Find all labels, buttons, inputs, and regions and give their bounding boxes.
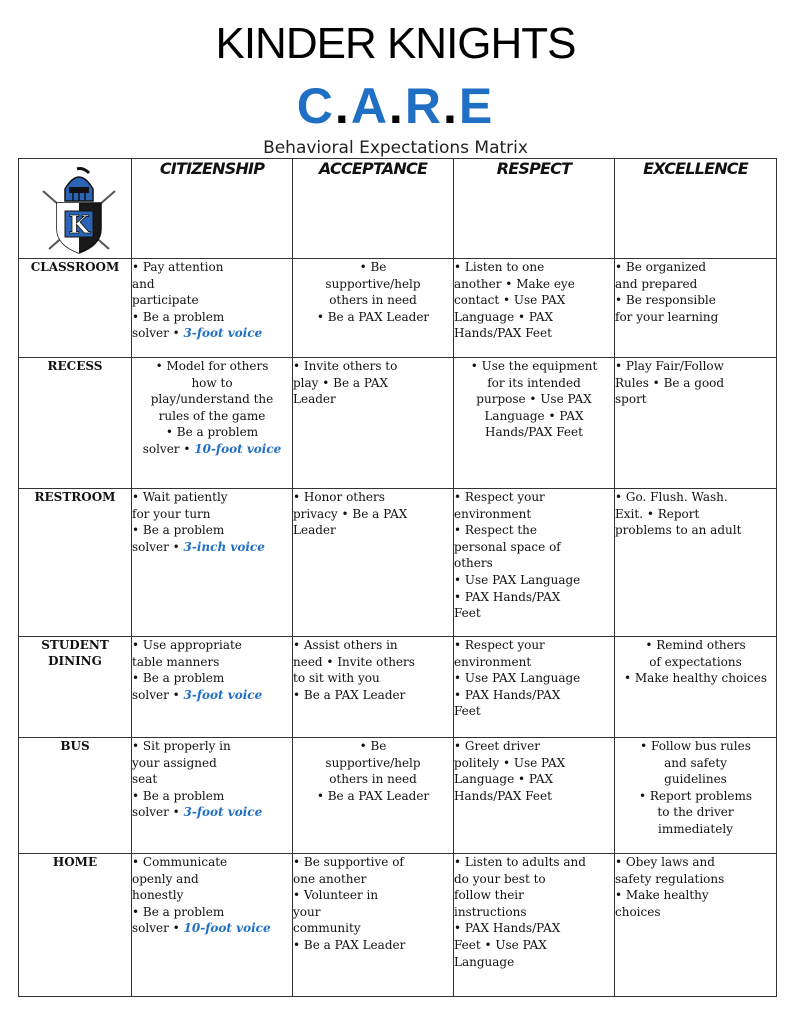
knight-shield-logo-icon	[39, 167, 119, 255]
matrix-cell	[454, 259, 615, 358]
cell-line	[454, 854, 614, 871]
cell-line	[293, 292, 453, 309]
cell-line	[293, 375, 453, 392]
cell-text: Language • PAX	[454, 772, 554, 787]
cell-line	[132, 441, 292, 458]
cell-line	[454, 391, 614, 408]
cell-line	[132, 259, 292, 276]
cell-line	[132, 887, 292, 904]
cell-text: • Assist others in	[293, 638, 398, 652]
cell-line	[454, 871, 614, 888]
row-label: CLASSROOM	[19, 259, 132, 358]
cell-line	[615, 804, 776, 821]
cell-text: • Respect your	[454, 490, 545, 504]
cell-text: play • Be a PAX	[293, 375, 389, 390]
cell-text: honestly	[132, 888, 184, 903]
cell-text: • Use PAX Language	[454, 572, 581, 587]
cell-text: • Wait patiently	[132, 490, 228, 504]
matrix-cell	[132, 738, 293, 854]
row-label: BUS	[19, 738, 132, 854]
cell-line	[454, 325, 614, 342]
row-label: RESTROOM	[19, 489, 132, 637]
matrix-cell	[132, 259, 293, 358]
cell-line	[132, 292, 292, 309]
cell-line	[454, 738, 614, 755]
cell-line	[615, 821, 776, 838]
cell-text: Hands/PAX Feet	[454, 788, 552, 803]
voice-level: 3-foot voice	[183, 805, 263, 820]
cell-text: environment	[454, 654, 532, 669]
cell-text: • PAX Hands/PAX	[454, 687, 561, 702]
care-letter-e: E	[458, 78, 495, 134]
cell-text: • Make healthy	[615, 888, 709, 903]
voice-level: 3-inch voice	[183, 539, 265, 554]
cell-text: safety regulations	[615, 871, 725, 886]
care-heading: C.A.R.E	[296, 78, 495, 134]
cell-line	[132, 522, 292, 539]
matrix-cell	[293, 259, 454, 358]
cell-text: • Model for others	[155, 359, 269, 373]
cell-line	[454, 788, 614, 805]
row-label: RECESS	[19, 358, 132, 489]
care-letter-c: C	[296, 78, 335, 134]
cell-text: solver •	[132, 687, 184, 702]
cell-text: of expectations	[649, 654, 742, 669]
matrix-cell	[293, 854, 454, 997]
cell-line	[293, 391, 453, 408]
matrix-cell	[132, 854, 293, 997]
cell-text: solver •	[132, 326, 184, 341]
cell-text: Exit. • Report	[615, 506, 700, 521]
cell-text: to the driver	[657, 805, 734, 820]
cell-text: • Obey laws and	[615, 855, 715, 869]
cell-line	[615, 276, 776, 293]
cell-text: • Follow bus rules	[640, 739, 751, 753]
matrix-cell	[615, 854, 777, 997]
cell-line	[454, 572, 614, 589]
cell-text: • PAX Hands/PAX	[454, 921, 561, 936]
cell-text: • Be a problem	[132, 788, 225, 803]
cell-text: your assigned	[132, 755, 217, 770]
row-label: STUDENT DINING	[19, 637, 132, 738]
cell-line	[615, 654, 776, 671]
cell-text: • Use appropriate	[132, 638, 242, 652]
matrix-cell	[615, 358, 777, 489]
cell-line	[454, 937, 614, 954]
cell-text: • Play Fair/Follow	[615, 359, 724, 373]
cell-text: • Be organized	[615, 260, 707, 274]
cell-line	[615, 871, 776, 888]
cell-text: • Be a PAX Leader	[316, 309, 430, 324]
behavior-matrix	[18, 158, 777, 997]
cell-line	[132, 391, 292, 408]
cell-text: Language	[454, 954, 515, 969]
cell-line	[293, 771, 453, 788]
cell-text: solver •	[132, 539, 184, 554]
cell-text: • Respect your	[454, 638, 545, 652]
cell-line	[454, 755, 614, 772]
cell-line	[454, 654, 614, 671]
matrix-row	[19, 854, 777, 997]
cell-line	[293, 738, 453, 755]
cell-line	[132, 276, 292, 293]
cell-line	[132, 755, 292, 772]
cell-line	[615, 391, 776, 408]
cell-line	[615, 755, 776, 772]
cell-line	[615, 788, 776, 805]
col-header-respect: RESPECT	[454, 159, 615, 259]
cell-line	[615, 489, 776, 506]
cell-text: play/understand the	[150, 392, 274, 407]
cell-text: • Be a problem	[165, 425, 259, 440]
care-letter-r: R	[404, 78, 443, 134]
cell-text: need • Invite others	[293, 654, 415, 669]
cell-text: others	[454, 556, 493, 571]
cell-line	[454, 687, 614, 704]
cell-text: • Greet driver	[454, 739, 540, 753]
logo-letter: K	[68, 210, 90, 239]
cell-line	[132, 637, 292, 654]
cell-text: for its intended	[487, 375, 581, 390]
cell-text: Feet • Use PAX	[454, 937, 547, 952]
cell-text: • Be a problem	[132, 671, 225, 686]
cell-line	[293, 259, 453, 276]
cell-line	[293, 522, 453, 539]
cell-text: solver •	[132, 805, 184, 820]
cell-text: seat	[132, 772, 158, 787]
logo-cell	[19, 159, 132, 259]
cell-line	[454, 555, 614, 572]
cell-text: others in need	[329, 772, 417, 787]
cell-text: • Remind others	[645, 638, 746, 652]
cell-line	[615, 309, 776, 326]
col-header-citizenship: CITIZENSHIP	[132, 159, 293, 259]
cell-text: supportive/help	[325, 755, 421, 770]
cell-text: • Listen to adults and	[454, 855, 586, 869]
cell-line	[293, 687, 453, 704]
cell-line	[615, 522, 776, 539]
cell-text: rules of the game	[158, 408, 266, 423]
cell-text: • Be a PAX Leader	[316, 788, 430, 803]
cell-text: politely • Use PAX	[454, 755, 566, 770]
cell-line	[132, 788, 292, 805]
cell-text: problems to an adult	[615, 523, 742, 538]
cell-text: • Sit properly in	[132, 739, 231, 753]
cell-text: Leader	[293, 523, 336, 538]
matrix-cell	[454, 358, 615, 489]
cell-line	[132, 670, 292, 687]
cell-text: openly and	[132, 871, 199, 886]
cell-line	[454, 424, 614, 441]
cell-line	[132, 687, 292, 704]
cell-line	[454, 375, 614, 392]
cell-line	[293, 920, 453, 937]
voice-level: 3-foot voice	[183, 687, 263, 702]
cell-text: • Honor others	[293, 490, 385, 504]
cell-text: • Listen to one	[454, 260, 545, 274]
header-row	[19, 159, 777, 259]
cell-line	[615, 771, 776, 788]
cell-text: • Volunteer in	[293, 888, 379, 903]
cell-line	[454, 489, 614, 506]
matrix-cell	[454, 738, 615, 854]
cell-text: another • Make eye	[454, 276, 575, 291]
cell-text: • Respect the	[454, 523, 537, 538]
cell-line	[454, 637, 614, 654]
cell-line	[293, 358, 453, 375]
cell-text: • Be a problem	[132, 904, 225, 919]
matrix-cell	[293, 358, 454, 489]
cell-text: Language • PAX	[484, 408, 584, 423]
cell-text: purpose • Use PAX	[476, 392, 592, 407]
cell-line	[454, 920, 614, 937]
matrix-cell	[454, 637, 615, 738]
cell-line	[293, 937, 453, 954]
cell-text: • Be a PAX Leader	[293, 937, 406, 952]
cell-line	[454, 276, 614, 293]
cell-line	[454, 887, 614, 904]
cell-text: community	[293, 921, 361, 936]
cell-line	[132, 358, 292, 375]
cell-line	[454, 954, 614, 971]
matrix-cell	[615, 489, 777, 637]
cell-line	[132, 804, 292, 821]
cell-line	[454, 408, 614, 425]
cell-line	[454, 292, 614, 309]
cell-line	[615, 738, 776, 755]
cell-line	[293, 788, 453, 805]
matrix-cell	[454, 489, 615, 637]
cell-text: and safety	[664, 755, 727, 770]
cell-text: • Communicate	[132, 855, 228, 869]
cell-line	[132, 738, 292, 755]
matrix-cell	[293, 637, 454, 738]
cell-text: contact • Use PAX	[454, 293, 566, 308]
matrix-row	[19, 738, 777, 854]
cell-text: how to	[191, 375, 233, 390]
cell-text: Rules • Be a good	[615, 375, 725, 390]
cell-line	[454, 506, 614, 523]
cell-text: • Be	[359, 739, 387, 753]
cell-line	[454, 771, 614, 788]
matrix-row	[19, 637, 777, 738]
cell-text: supportive/help	[325, 276, 421, 291]
cell-line	[293, 489, 453, 506]
cell-line	[615, 904, 776, 921]
cell-line	[293, 755, 453, 772]
cell-line	[454, 904, 614, 921]
cell-text: others in need	[329, 293, 417, 308]
cell-line	[293, 871, 453, 888]
cell-line	[132, 506, 292, 523]
cell-text: sport	[615, 392, 647, 407]
cell-text: Feet	[454, 606, 481, 621]
matrix-body	[19, 259, 777, 997]
cell-text: • Invite others to	[293, 359, 398, 373]
cell-line	[293, 654, 453, 671]
cell-text: immediately	[658, 821, 733, 836]
cell-line	[615, 375, 776, 392]
matrix-cell	[454, 854, 615, 997]
col-header-excellence: EXCELLENCE	[615, 159, 777, 259]
matrix-cell	[615, 637, 777, 738]
cell-text: • Use PAX Language	[454, 671, 581, 686]
matrix-cell	[132, 489, 293, 637]
cell-line	[615, 887, 776, 904]
matrix-cell	[615, 259, 777, 358]
cell-text: • Report problems	[638, 788, 753, 803]
cell-line	[454, 259, 614, 276]
cell-line	[293, 506, 453, 523]
cell-line	[615, 292, 776, 309]
row-label: HOME	[19, 854, 132, 997]
cell-text: personal space of	[454, 539, 561, 554]
matrix-row	[19, 358, 777, 489]
cell-line	[454, 309, 614, 326]
cell-line	[454, 703, 614, 720]
cell-text: privacy • Be a PAX	[293, 506, 408, 521]
cell-text: solver •	[132, 921, 184, 936]
matrix-cell	[293, 489, 454, 637]
cell-text: guidelines	[664, 772, 727, 787]
cell-text: Hands/PAX Feet	[454, 326, 552, 341]
cell-line	[132, 904, 292, 921]
cell-text: environment	[454, 506, 532, 521]
cell-line	[132, 424, 292, 441]
matrix-row	[19, 259, 777, 358]
page-title: KINDER KNIGHTS	[215, 19, 576, 68]
cell-text: and	[132, 276, 155, 291]
cell-text: • Be	[359, 260, 387, 274]
cell-line	[454, 539, 614, 556]
cell-text: table manners	[132, 654, 220, 669]
cell-text: • PAX Hands/PAX	[454, 589, 561, 604]
cell-line	[615, 854, 776, 871]
cell-text: solver •	[142, 441, 195, 456]
cell-text: and prepared	[615, 276, 698, 291]
cell-line	[454, 605, 614, 622]
cell-line	[132, 309, 292, 326]
cell-line	[293, 670, 453, 687]
cell-text: • Be a problem	[132, 309, 225, 324]
cell-text: to sit with you	[293, 671, 380, 686]
cell-line	[615, 670, 776, 687]
cell-text: instructions	[454, 904, 527, 919]
col-header-acceptance: ACCEPTANCE	[293, 159, 454, 259]
cell-line	[132, 871, 292, 888]
cell-line	[615, 259, 776, 276]
cell-text: • Be a PAX Leader	[293, 687, 406, 702]
cell-text: your	[293, 904, 321, 919]
cell-text: follow their	[454, 888, 524, 903]
voice-level: 3-foot voice	[183, 326, 263, 341]
cell-text: • Be supportive of	[293, 855, 404, 869]
cell-text: choices	[615, 904, 661, 919]
cell-text: • Make healthy choices	[624, 671, 767, 686]
voice-level: 10-foot voice	[183, 921, 271, 936]
matrix-cell	[293, 738, 454, 854]
matrix-row	[19, 489, 777, 637]
cell-line	[293, 637, 453, 654]
matrix-cell	[132, 637, 293, 738]
cell-text: • Use the equipment	[470, 359, 598, 373]
cell-text: • Be responsible	[615, 293, 716, 308]
cell-line	[293, 854, 453, 871]
cell-line	[132, 854, 292, 871]
cell-text: Leader	[293, 392, 336, 407]
cell-line	[454, 589, 614, 606]
cell-text: for your learning	[615, 309, 719, 324]
cell-text: • Be a problem	[132, 523, 225, 538]
voice-level: 10-foot voice	[194, 441, 282, 456]
cell-line	[454, 358, 614, 375]
subtitle: Behavioral Expectations Matrix	[263, 138, 528, 158]
cell-line	[132, 771, 292, 788]
cell-line	[132, 654, 292, 671]
cell-line	[132, 375, 292, 392]
cell-line	[293, 276, 453, 293]
matrix-cell	[615, 738, 777, 854]
cell-text: Hands/PAX Feet	[485, 425, 583, 440]
cell-text: one another	[293, 871, 367, 886]
cell-text: • Pay attention	[132, 260, 224, 274]
cell-text: • Go. Flush. Wash.	[615, 490, 728, 504]
care-letter-a: A	[350, 78, 389, 134]
cell-line	[132, 489, 292, 506]
cell-line	[615, 358, 776, 375]
cell-line	[132, 408, 292, 425]
cell-line	[454, 522, 614, 539]
cell-text: participate	[132, 293, 199, 308]
cell-line	[132, 325, 292, 342]
matrix-cell	[132, 358, 293, 489]
cell-line	[132, 539, 292, 556]
cell-text: do your best to	[454, 871, 546, 886]
cell-line	[293, 887, 453, 904]
cell-line	[615, 637, 776, 654]
cell-text: Language • PAX	[454, 309, 554, 324]
cell-text: Feet	[454, 704, 481, 719]
cell-line	[293, 904, 453, 921]
cell-line	[293, 309, 453, 326]
cell-line	[615, 506, 776, 523]
cell-line	[454, 670, 614, 687]
cell-text: for your turn	[132, 506, 211, 521]
cell-line	[132, 920, 292, 937]
